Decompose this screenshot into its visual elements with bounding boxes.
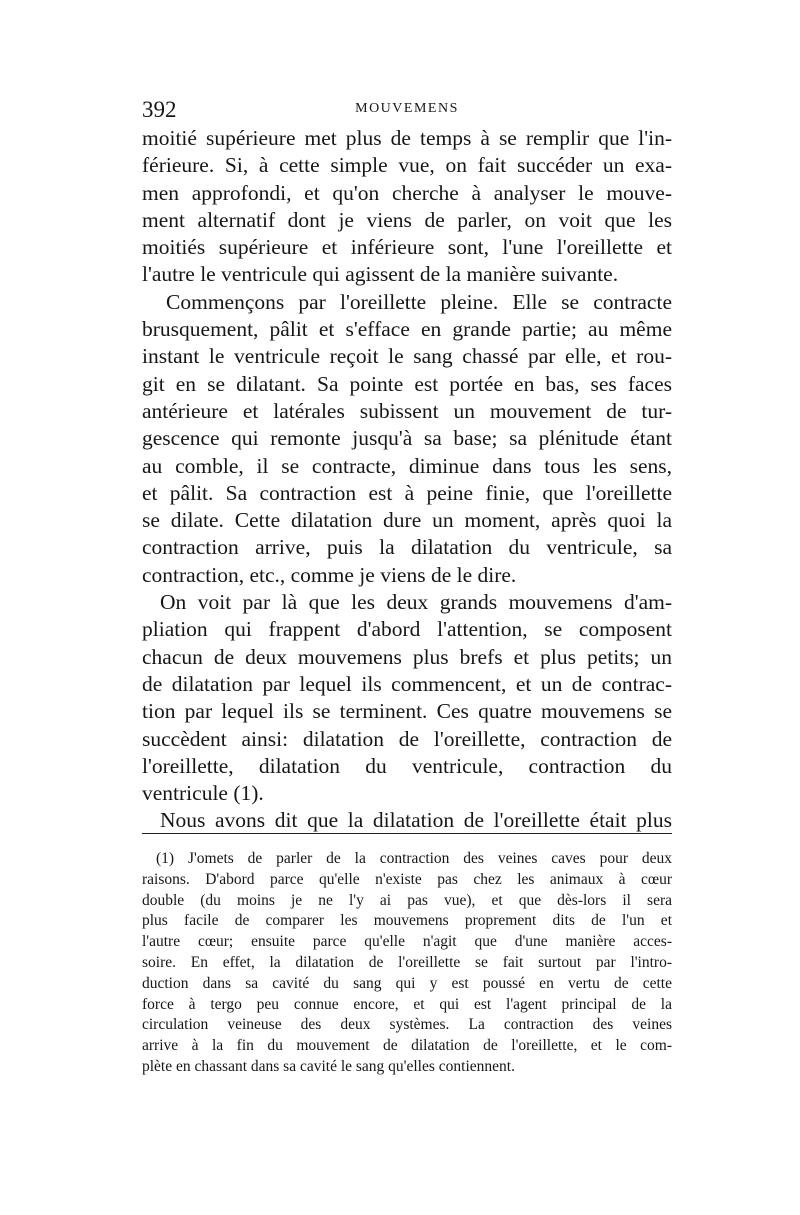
body-line: tion par lequel ils se terminent. Ces quatre mouvemens se xyxy=(142,699,672,724)
page-header xyxy=(142,97,672,127)
body-line: contraction, etc., comme je viens de le dire. xyxy=(142,562,517,587)
body-line: contraction arrive, puis la dilatation du ventricule, sa xyxy=(142,535,672,560)
body-line: et pâlit. Sa contraction est à peine finie, que l'oreillette xyxy=(142,480,672,505)
footnote-line: plète en chassant dans sa cavité le sang qu'elles contiennent. xyxy=(142,1057,515,1075)
body-line: gescence qui remonte jusqu'à sa base; sa plénitude étant xyxy=(142,426,672,451)
body-line: men approfondi, et qu'on cherche à analyser le mouve- xyxy=(142,180,672,205)
footnote-line: circulation veineuse des deux systèmes. La contraction des veines xyxy=(142,1016,672,1034)
body-line: git en se dilatant. Sa pointe est portée en bas, ses faces xyxy=(142,371,672,396)
page-number: 392 xyxy=(142,97,177,122)
body-line: ment alternatif dont je viens de parler, on voit que les xyxy=(142,207,672,232)
body-line: Nous avons dit que la dilatation de l'oreillette était plus xyxy=(160,808,672,833)
footnote-line: double (du moins je ne l'y ai pas vue), et que dès-lors il sera xyxy=(142,891,672,909)
footnote-line: soire. En effet, la dilatation de l'oreillette se fait surtout par l'intro- xyxy=(142,953,672,971)
body-line: antérieure et latérales subissent un mouvement de tur- xyxy=(142,398,672,423)
footnote-line: l'autre cœur; ensuite parce qu'elle n'agit que d'une manière acces- xyxy=(142,933,672,951)
footnote-line: force à tergo peu connue encore, et qui est l'agent principal de la xyxy=(142,995,672,1013)
footnote-rule xyxy=(142,833,672,834)
body-line: l'oreillette, dilatation du ventricule, contraction du xyxy=(142,753,672,778)
body-line: férieure. Si, à cette simple vue, on fait succéder un exa- xyxy=(142,153,672,178)
footnote-line: duction dans sa cavité du sang qui y est poussé en vertu de cette xyxy=(142,974,672,992)
body-line: pliation qui frappent d'abord l'attention, se composent xyxy=(142,617,672,642)
footnote-line: (1) J'omets de parler de la contraction des veines caves pour deux xyxy=(156,850,672,867)
footnote-line: arrive à la fin du mouvement de dilatation de l'oreillette, et le com- xyxy=(142,1037,672,1055)
body-line: instant le ventricule reçoit le sang chassé par elle, et rou- xyxy=(142,344,672,369)
body-text xyxy=(142,125,672,835)
footnote-line: raisons. D'abord parce qu'elle n'existe pas chez les animaux à cœur xyxy=(142,870,672,888)
body-line: au comble, il se contracte, diminue dans tous les sens, xyxy=(142,453,672,478)
body-line: de dilatation par lequel ils commencent, et un de contrac- xyxy=(142,671,672,696)
running-head: MOUVEMENS xyxy=(355,101,459,116)
body-line: chacun de deux mouvemens plus brefs et plus petits; un xyxy=(142,644,672,669)
body-line: Commençons par l'oreillette pleine. Elle se contracte xyxy=(166,289,672,314)
body-line: On voit par là que les deux grands mouvemens d'am- xyxy=(160,590,672,615)
body-line: moitiés supérieure et inférieure sont, l'une l'oreillette et xyxy=(142,235,672,260)
footnote-line: plus facile de comparer les mouvemens proprement dits de l'un et xyxy=(142,912,672,930)
body-line: brusquement, pâlit et s'efface en grande partie; au même xyxy=(142,317,672,342)
body-line: moitié supérieure met plus de temps à se remplir que l'in- xyxy=(142,126,672,150)
footnote xyxy=(142,849,672,1078)
body-line: ventricule (1). xyxy=(142,781,264,806)
body-line: l'autre le ventricule qui agissent de la manière suivante. xyxy=(142,262,619,287)
body-line: se dilate. Cette dilatation dure un moment, après quoi la xyxy=(142,508,672,533)
body-line: succèdent ainsi: dilatation de l'oreillette, contraction de xyxy=(142,726,672,751)
